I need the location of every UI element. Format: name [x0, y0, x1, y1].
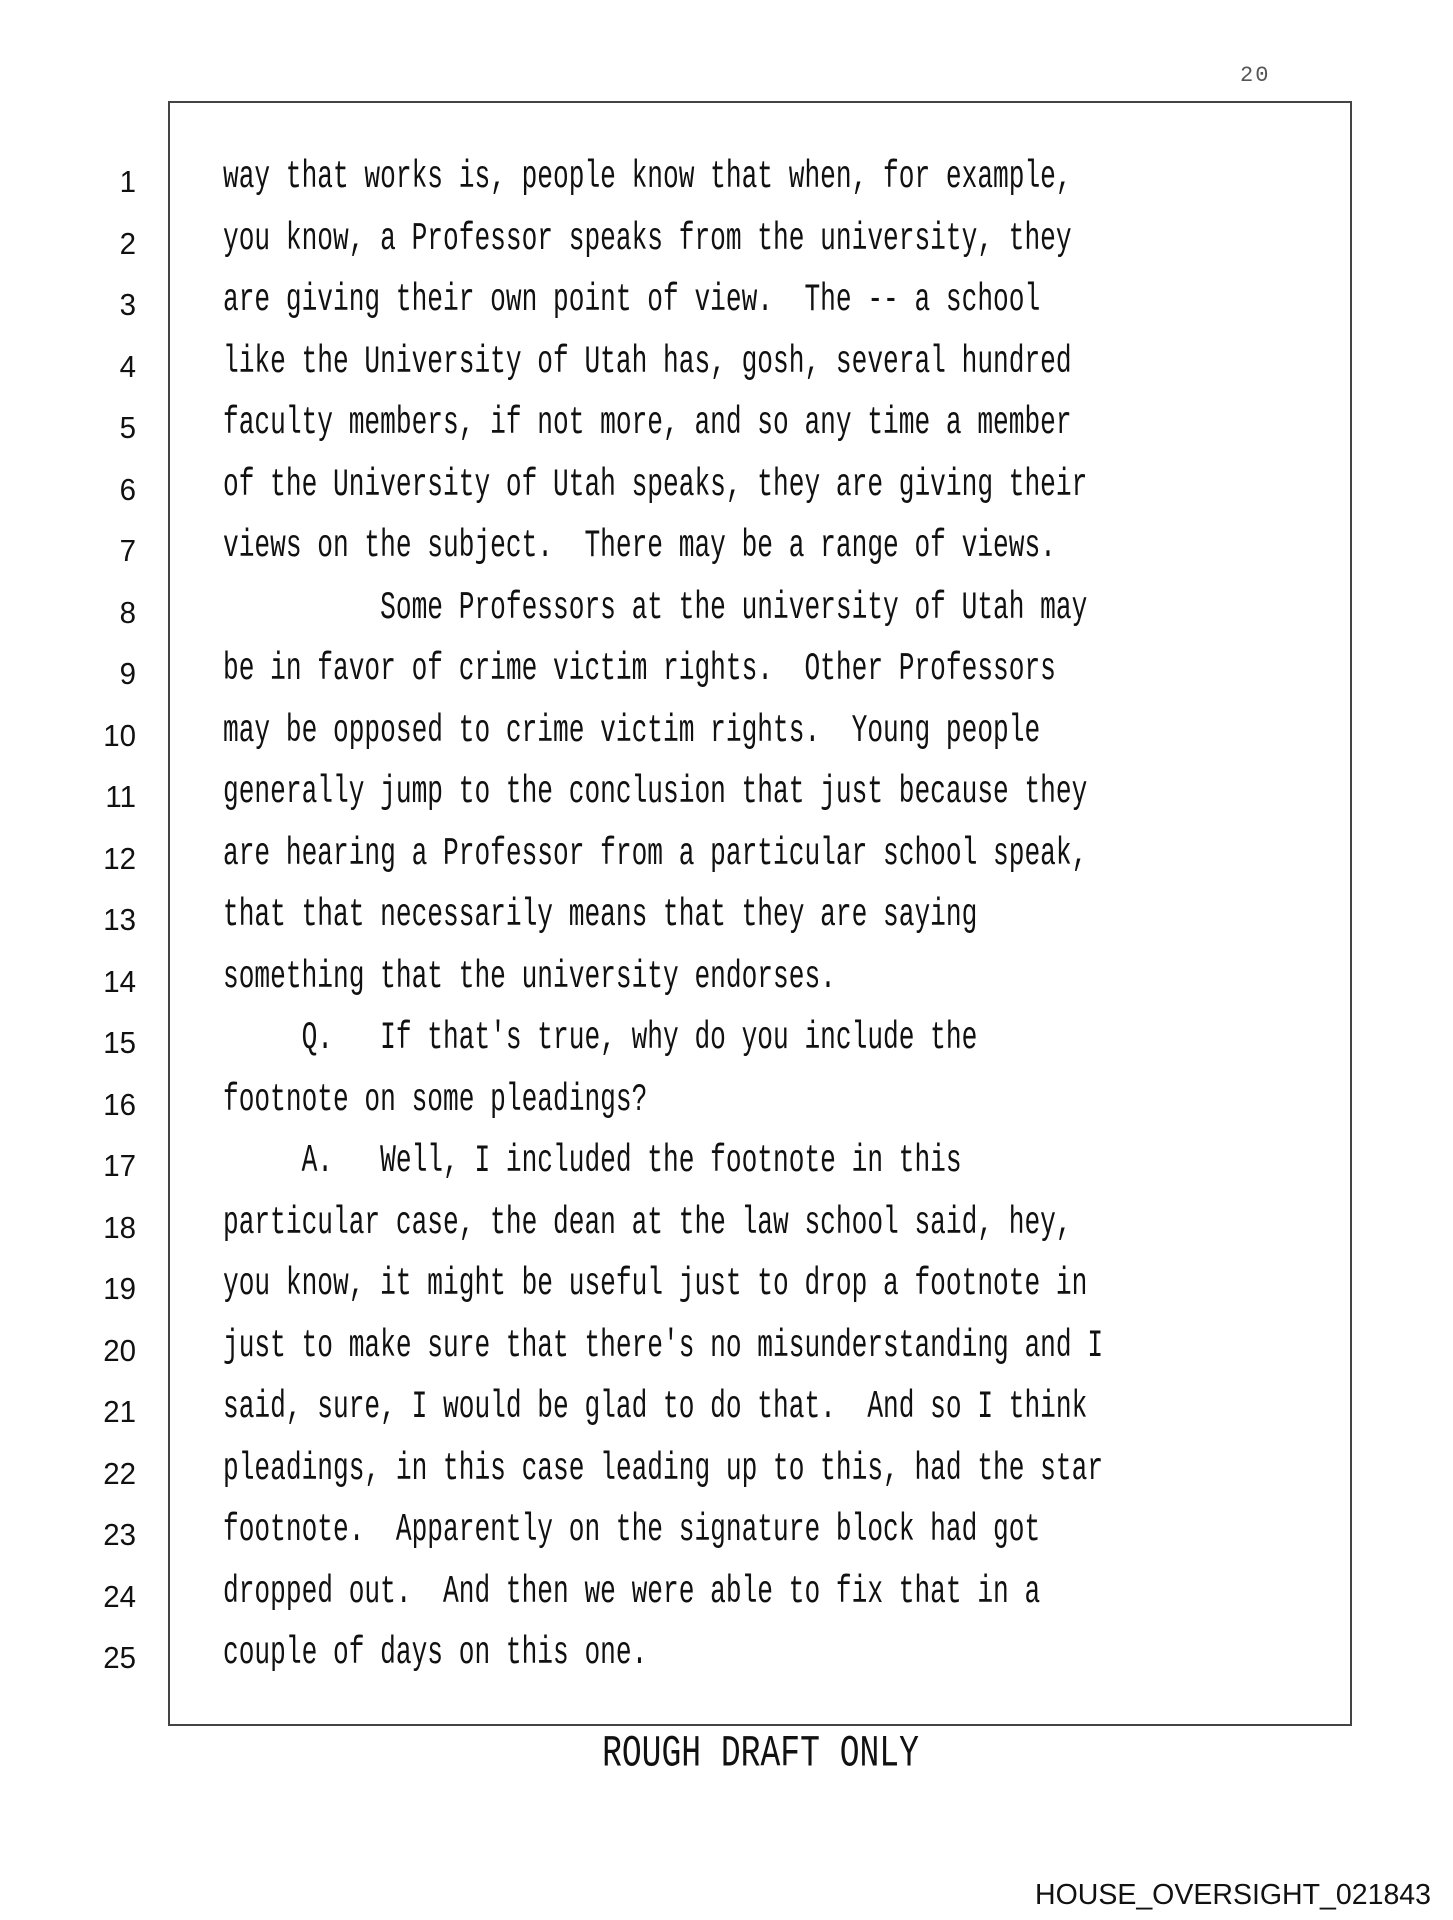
transcript-line: may be opposed to crime victim rights. Young people — [223, 707, 1041, 753]
transcript-line: dropped out. And then we were able to fix that in a — [223, 1568, 1041, 1614]
line-number: 13 — [103, 902, 136, 937]
line-number: 7 — [119, 533, 136, 568]
line-number: 4 — [119, 348, 136, 384]
line-number: 25 — [103, 1640, 136, 1675]
transcript-line: you know, a Professor speaks from the university, they — [223, 215, 1072, 261]
line-number: 23 — [103, 1517, 136, 1552]
line-number: 3 — [119, 287, 136, 322]
line-number: 12 — [103, 840, 136, 876]
transcript-line: are giving their own point of view. The -- a school — [223, 277, 1041, 322]
line-number: 10 — [103, 717, 136, 753]
line-number: 17 — [103, 1148, 136, 1183]
transcript-line: that that necessarily means that they are saying — [223, 892, 978, 937]
transcript-line: generally jump to the conclusion that just because they — [223, 769, 1088, 814]
page-number: 20 — [1240, 63, 1271, 88]
line-number: 15 — [103, 1025, 136, 1060]
transcript-line: Q. If that's true, why do you include the — [223, 1015, 978, 1060]
transcript-line: like the University of Utah has, gosh, several hundred — [223, 338, 1072, 384]
transcript-line: A. Well, I included the footnote in this — [223, 1138, 962, 1183]
line-number: 2 — [119, 225, 136, 261]
line-number: 5 — [119, 410, 136, 445]
transcript-line: faculty members, if not more, and so any time a member — [223, 400, 1072, 445]
transcript-line: couple of days on this one. — [223, 1630, 648, 1675]
transcript-line: be in favor of crime victim rights. Other Professors — [223, 646, 1056, 691]
transcript-line: just to make sure that there's no misunderstanding and I — [223, 1322, 1104, 1368]
transcript-line: something that the university endorses. — [223, 953, 836, 999]
transcript-line: pleadings, in this case leading up to this, had the star — [223, 1445, 1104, 1491]
line-number: 16 — [103, 1086, 136, 1122]
line-number: 21 — [103, 1394, 136, 1429]
transcript-line: views on the subject. There may be a range of views. — [223, 523, 1056, 568]
draft-notice-text: ROUGH DRAFT ONLY — [602, 1729, 919, 1780]
transcript-line: said, sure, I would be glad to do that. And so I think — [223, 1384, 1088, 1429]
line-number: 8 — [119, 594, 136, 630]
line-number: 14 — [103, 963, 136, 999]
line-number: 6 — [119, 471, 136, 507]
transcript-line: footnote on some pleadings? — [223, 1076, 648, 1122]
transcript-line: of the University of Utah speaks, they are giving their — [223, 461, 1088, 507]
line-number: 22 — [103, 1455, 136, 1491]
line-number: 11 — [105, 779, 136, 814]
line-number: 1 — [119, 164, 136, 199]
line-number: 9 — [119, 656, 136, 691]
transcript-line: particular case, the dean at the law school said, hey, — [223, 1199, 1072, 1245]
line-number: 24 — [103, 1578, 136, 1614]
transcript-line: footnote. Apparently on the signature block had got — [223, 1507, 1041, 1552]
transcript-line: Some Professors at the university of Utah may — [223, 584, 1088, 630]
bates-number: HOUSE_OVERSIGHT_021843 — [1034, 1879, 1431, 1911]
transcript-line: are hearing a Professor from a particular school speak, — [223, 830, 1088, 876]
line-number: 19 — [103, 1271, 136, 1306]
draft-notice — [0, 1729, 1453, 1780]
line-number: 18 — [103, 1209, 136, 1245]
transcript-line: way that works is, people know that when, for example, — [223, 154, 1072, 199]
line-number: 20 — [103, 1332, 136, 1368]
transcript-line: you know, it might be useful just to drop a footnote in — [223, 1261, 1088, 1306]
